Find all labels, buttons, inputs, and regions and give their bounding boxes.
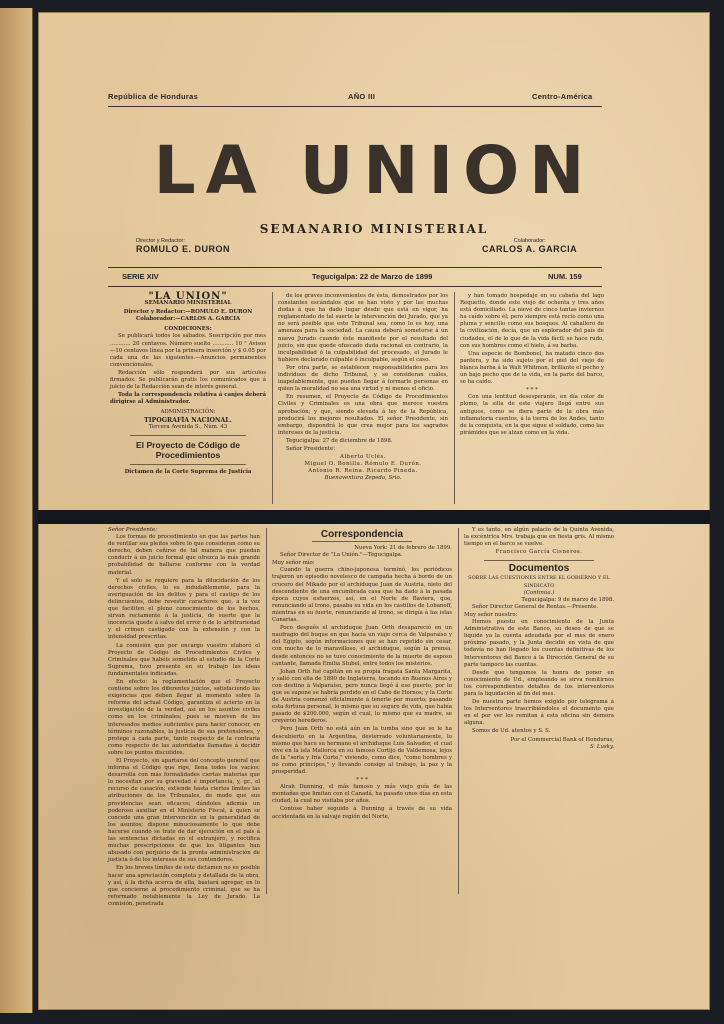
- divider: [130, 435, 246, 436]
- column-rule: [458, 528, 459, 894]
- paragraph: Los formas de procedimiento en que las partes han de ventilar sus pleitos sobre lo que consideran como su derecho, deben ceñirse de tal manera que puedan conducir á un juicio formal que ofrezca la más grande probabilidad de hallarse conforme con la verdad material.: [108, 534, 260, 576]
- signer: Antonio R. Reina. Ricardo Pineda.: [308, 468, 418, 475]
- paragraph: Johan Orth fué capitán en su propia fragata Santa Margarita, y salió con ella de 1890 de Inglaterra, tocando en Buenos Aires y con destino á Valparaíso, pero nunca llegó á ese puerto, por lo que se supone se habría perdido en el Cabo de Hornos; y la Corte de Austria comenzó oficialmente á tenerle por muerto; pasando esta fortuna personal, lo mismo que su seguro de vida, que había pasado de $200.000, según el cual, lo mismo que su madre, se creyeron herederos.: [272, 668, 452, 725]
- paragraph: Cuando la guerra chino-japonesa terminó, los periódicos trajeron un episodio novelesco de campaña hecha á bordo de un crucero del Mikado por el archiduque Juan de Austria, nieto del descendiente de una encumbrada casa que ha dado á la pasada época cuyos esfuerzos, así, en el Norte de Baviera, que, renunciando al trono, pasaba su vida en los castillos de Lobanoff, mientras en su fuerte, renunciando al trono, se dirigía á las islas Canarias.: [272, 567, 452, 624]
- director-block: [136, 238, 230, 254]
- paragraph: Y el solo se requiere para la dilucidación de los derechos civiles, lo es indudablemente, para la averiguación de los delitos y para el castigo de los delincuentes, debe revestir caracteres que, á la vez que faciliten el pleno conocimiento de los hechos, sirvan rectamente á la justicia, de suerte que la inocencia quede á salvo del error ó de lo arbitrariedad y el crimen castigado con la extensión y con la intensidad prescritas.: [108, 577, 260, 641]
- divider: [312, 541, 412, 542]
- collaborator-block: [482, 238, 577, 254]
- conditions-heading: CONDICIONES:: [164, 326, 212, 333]
- addressee: Señor Director de "La Unión."—Tegucigalpa.: [280, 552, 403, 559]
- salutation: Muy señor nuestro:: [464, 611, 518, 618]
- masthead-title: LA UNION: [153, 132, 595, 209]
- paragraph: En efecto: la reglamentación que el Proyecto contiene sobre los diferentes juicios, satisfaciendo las exigencias que deben llegar al momento sobre la reforma del actual Código, garantiza el acierto en la investigación de la verdad, así en los asuntos civiles como en los criminales; pues se mueven de los interesados medios suficientes para hacer conocer, en términos razonables, la justicia de sus pretensiones, y protege á cada parte, tanto respecto de la contraria como respecto de las autoridades llamadas á decidir sobre los puntos discutidos.: [108, 678, 260, 756]
- column-2-lower: [272, 527, 452, 899]
- paragraph: Y es tanto, en algún palacio de la Quinta Avenida, la excéntrica Mrs. trabaja que en fiesta gris. Al mismo tiempo en el barco se vuelve.: [464, 527, 614, 548]
- paragraph: de los graves inconvenientes de ésta, demostrados por los constantes escándalos que se han visto y por las muchas dudas á que ha dado lugar desde que está en vigor, ha reglamentado de tal suerte la intervención del Jurado, que ya no será posible que este Tribunal sea, como lo es hoy, una amenaza para la sociedad. La causa deberá someterse á un nuevo Jurado cuando éste manifieste por el resultado del juicio, sin que quede ofuscado duda racional en contrario, la inculpabilidad ó la culpabilidad del procesado, el Jurado le hubiere declarado culpable ó inculpable, según el caso.: [278, 293, 448, 363]
- box-director: Director y Redactor:—ROMULO E. DURON: [123, 309, 253, 316]
- paragraph: y han tomado hospedaje en su cabaña del lago Requetto, donde este viejo de ochenta y tres años está domiciliado. La nieve de cinco tantas inviernos ha caído sobre él; pero siempre está recio como una pluma y sencillo como sus bosques. Al caballero de la civilización, decía, que un explorador del país de ciudades, el de lo que de la vida fácil; se hace rudo, con sus hombres como el hielo, á su barba.: [460, 293, 604, 349]
- signer: Miguel O. Bonilla. Rómulo E. Durón.: [304, 461, 422, 468]
- year-label: AÑO III: [348, 92, 376, 101]
- region-label: Centro-América: [532, 92, 593, 101]
- paragraph: Desde que tengamos la honra de poner en conocimiento de Ud., empleando se sirva remitirnos los correspondientes detalles de los interventores para la liquidación al fin del mes.: [464, 669, 614, 697]
- page-fold: [38, 510, 710, 524]
- correspondent-signature: Francisco García Cisneros.: [495, 549, 583, 556]
- documents-subtitle: SOBRE LAS CUESTIONES ENTRE EL GOBIERNO Y EL SINDICATO: [468, 575, 610, 589]
- dateline: Tegucigalpa: 27 de diciembre de 1898.: [286, 437, 393, 444]
- bank-line: Por el Commercial Bank of Honduras,: [510, 736, 614, 743]
- column-3-lower: [464, 527, 614, 899]
- director-name: ROMULO E. DURON: [136, 244, 230, 254]
- paragraph: Alrah Dunning, el más famoso y más viejo guía de las montañas que limitan con el Canadá, ha pasado unos días en esta ciudad, la cual no visitaba por años.: [272, 784, 452, 805]
- paragraph: Poco después el archiduque Juan Orth desapareció en un naufragio del buque en que hacía un viaje cerca de Valparaíso y del Egipto, según informaciones que se han repetido sin cesar, con mucho de lo maravilloso, el archiduque, según la prensa, desde entonces no se tuvo conocimiento de la muerte de esposo cantante, llamada Emilia Stubel, entre todos los misterios.: [272, 625, 452, 667]
- conditions-text: Se publicará todos los sábados. Suscripción por mes ............ 20 centavos. Número suelto ............ 10 " Avisos—10 centavos línea por la primera inserción y $ 0.05 por cada una de las siguientes.—Anuncios permanentes convencionales.: [110, 333, 266, 368]
- salutation: Señor Presidente:: [286, 445, 336, 452]
- admin-heading: ADMINISTRACIÓN:: [160, 409, 216, 416]
- box-title: "LA UNION": [148, 291, 228, 302]
- collaborator-role: Colaborador:: [513, 238, 546, 244]
- column-1-upper: [110, 293, 266, 508]
- correspondence-title: Correspondencia: [320, 529, 404, 540]
- separator-stars: * * *: [526, 387, 538, 394]
- salutation: Señor Presidente:: [108, 527, 158, 533]
- separator-stars: * * *: [356, 777, 368, 784]
- header-rule: [108, 106, 602, 107]
- dateline: Tegucigalpa: 9 de marzo de 1898.: [521, 596, 614, 603]
- addressee: Señor Director General de Rentas.—Presente.: [472, 603, 599, 610]
- paragraph: Una especie de Bombonel, ha matado cinco dos pantera, y ha sido sujeto por el piel del viejo de blanca barba á la Walt Whitman, brillante el pecho y un bajo pecho que de la vida, en la parte del barco, se ha caído.: [460, 350, 604, 386]
- secretary-signature: Buenaventura Zepeda, Srio.: [324, 475, 402, 482]
- column-rule: [272, 292, 273, 504]
- column-rule: [266, 528, 267, 894]
- paragraph: Contose haber seguido á Dunning á través de su vida accidentada en la salvaje región del Norte,: [272, 806, 452, 820]
- issue-number: NUM. 159: [548, 272, 582, 281]
- issue-info-bar: [108, 267, 602, 287]
- masthead-subtitle: SEMANARIO MINISTERIAL: [259, 222, 489, 236]
- divider: [130, 464, 246, 465]
- director-role: Director y Redactor:: [136, 238, 185, 244]
- continued-label: (Continúa.): [523, 589, 555, 596]
- paragraph: Pero Juan Orth no está aún en la tumba sino que se le ha descubierto en la Argentina, desterrado voluntariamente, lo mismo que hace su hermano el archiduque Luis Salvador, el cual vive en la isla Mallorca en su famoso Cortijo de Valdemosa, lejos de la "seria y fría Corte," viviendo, como dice, "como hombres y no como príncipes," y llevando consigo al trabajo, la paz y la prosperidad.: [272, 726, 452, 775]
- column-2-upper: [278, 293, 448, 508]
- column-3-upper: [460, 293, 604, 508]
- country-label: República de Honduras: [108, 92, 199, 101]
- closing: Somos de Ud. atentos y S. S.: [472, 728, 551, 735]
- article-subtitle: Dictamen de la Corte Suprema de Justicia: [124, 468, 252, 475]
- paragraph: El Proyecto, sin apartarse del concepto general que informa el Código que rige, llena todos los vacíos; desarrolla con más formalidades ciertas materias que lo necesitan por su gravedad é importancia, y, gr., el recurso de casación; extiende hasta ciertos límites las atribuciones de los Tribunales, de modo que sus providencias sean eficaces; dándoles además un poderoso auxiliar en el Ministerio Fiscal, á quien se concede una gran intervención en la generalidad de los asuntos; dispone minuciosamente lo que debe hacerse cuando se trate de dar ejecución en el país á las sentencias dictadas en el extranjero, y rectifica muchas prescripciones de que los litigantes han abusado con perjuicio de la pronta administración de justicia ó de los intereses de sus contendores.: [108, 758, 260, 864]
- note-redaction: Redacción sólo responderá por sus artículos firmados. Se publicarán gratis los comunicados que á juicio de la Redacción sean de interés general.: [110, 369, 266, 391]
- paragraph: Por otra parte, se establecen responsabilidades para los individuos de dicho Tribunal, y se consideran cuáles, inapelablemente, que puedan llegar á formarle personas en quien la moralidad no sea una virtud y ni menos el oficio.: [278, 364, 448, 393]
- signer: Alberto Uclés.: [340, 454, 386, 461]
- box-collaborator: Colaborador:—CARLOS A. GARCIA: [135, 316, 241, 323]
- column-rule: [454, 292, 455, 504]
- box-subtitle: SEMANARIO MINISTERIAL: [144, 300, 232, 307]
- paragraph: En resumen, el Proyecto de Código de Procedimientos Civiles y Criminales es una obra que merece vuestra aprobación; y que, siendo elevada á ley de la República, producirá los mejores resultados. El señor Presidente, sin embargo, dispondrá lo que crea mejor para los sagrados intereses de la justicia.: [278, 394, 448, 436]
- column-1-lower: [108, 527, 260, 907]
- series-label: SERIE XIV: [122, 272, 159, 281]
- paragraph: De nuestra parte hemos exigido por telegrama á los Interventores trascribiéndoles el documento que en el por ver los remitan á esta oficina sin demora alguna.: [464, 699, 614, 727]
- paragraph: La comisión que por encargo vuestro elaboró el Proyecto de Código de Procedimientos Civiles y Criminales que habéis sometido al estudio de la Corte Suprema, tuvo presente en su trabajo las ideas fundamentales indicadas.: [108, 642, 260, 677]
- paragraph: Con una lentitud desesperante, en día color de plomo, la silla de este viajero llegó entre sus antiguos, como se diera parte de la obra más inflamatoria cuentos, á la tierra de los Andes, tanto de la conquista, en la que sigue el soldado, como las pirámides que se alzan como en la vida.: [460, 394, 604, 436]
- collaborator-name: CARLOS A. GARCIA: [482, 244, 578, 254]
- paragraph: En los breves límites de este dictamen no es posible hacer una apreciación completa y detallada de la obra, y así, á la dicha acerca de ella, bastará agregar, en lo que concierne al procedimiento criminal, que se ha reformado notablemente la Ley de Jurado. La comisión, penetrada: [108, 865, 260, 907]
- newspaper-page: [38, 12, 710, 1010]
- divider: [484, 560, 594, 561]
- bank-signature: S. Lusky.: [589, 743, 614, 750]
- admin-address: Tercera Avenida S., Núm. 43: [148, 423, 228, 430]
- adjacent-page-edge: [0, 8, 33, 1013]
- dateline: Nueva York: 21 de febrero de 1899.: [354, 545, 452, 552]
- paragraph: Hemos puesto en conocimiento de la Junta Administrativa de este Banco, su deseo de que se liquide ya la cuenta adeudada por el mes de enero próximo pasado, y la Junta decidió en vista de que todavía no han llegado los cuentas definitivas de los Interventores del Banco á la Dirección General de su parte tampoco las cuentas.: [464, 619, 614, 668]
- place-date: Tegucigalpa: 22 de Marzo de 1899: [312, 272, 433, 281]
- admin-name: TIPOGRAFÍA NACIONAL.: [144, 416, 232, 424]
- documents-title: Documentos: [508, 563, 570, 575]
- salutation: Muy señor mío:: [272, 560, 315, 567]
- note-correspondence: Toda la correspondencia relativa á canjes deberá dirigirse al Administrador.: [110, 392, 266, 406]
- article-title: El Proyecto de Código de Procedimientos: [135, 439, 241, 460]
